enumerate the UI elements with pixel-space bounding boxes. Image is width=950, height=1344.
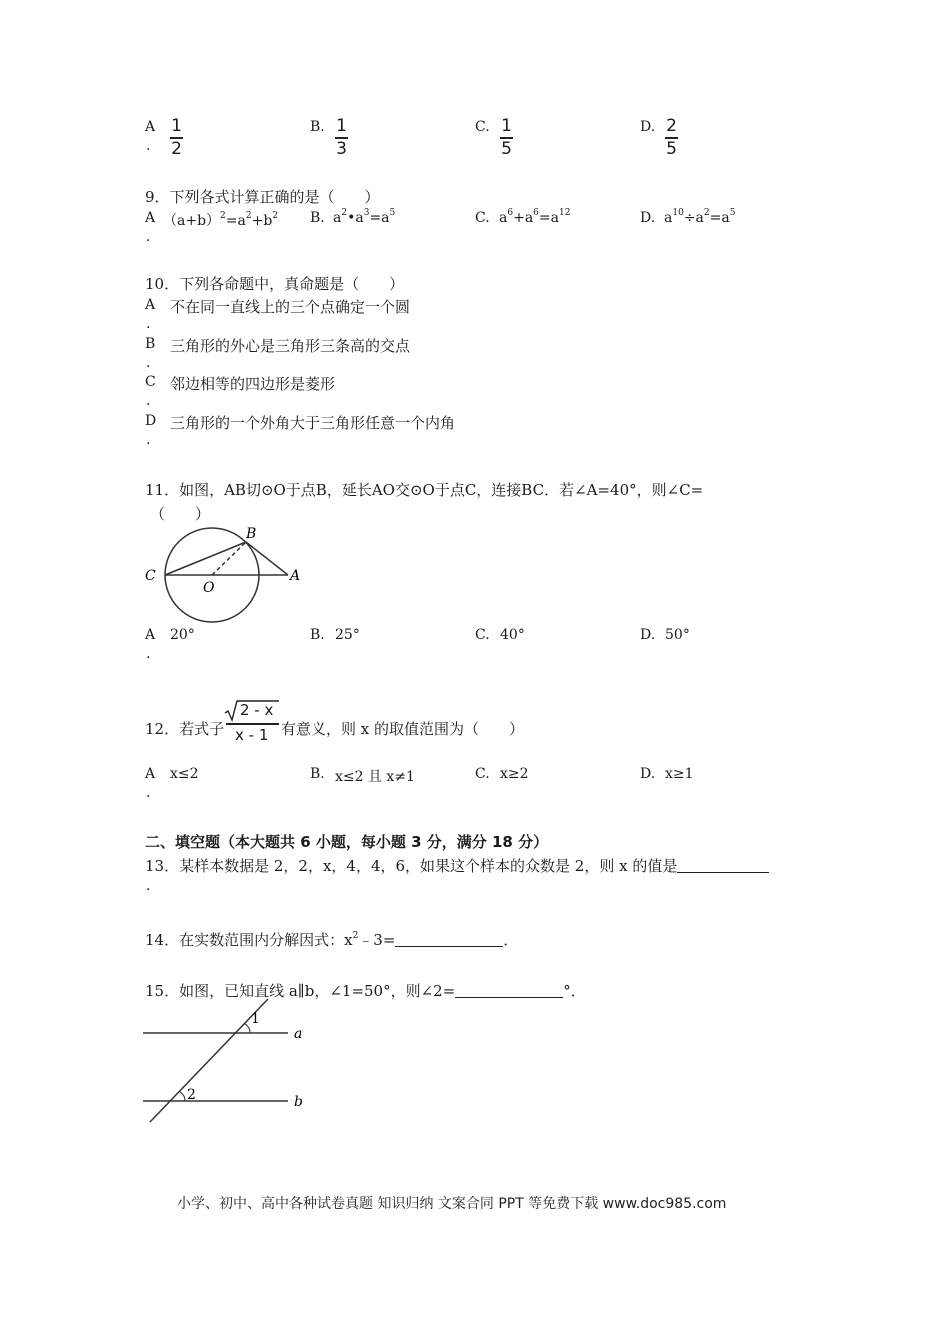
q11-option-b-letter: B. <box>310 627 325 643</box>
numerator: 1 <box>336 116 347 136</box>
q12-option-a-letter: A <box>145 766 156 782</box>
q15-text: 15．如图，已知直线 a∥b，∠1=50°，则∠2= °． <box>145 982 586 1000</box>
q8-option-a-dot: . <box>146 138 151 154</box>
q14-text: 14．在实数范围内分解因式：$x^2﹣3=$ ． <box>145 931 519 949</box>
q8-option-b-letter: B. <box>310 119 325 135</box>
q15-parallel-lines-diagram <box>138 995 313 1125</box>
q11-stem: 11．如图，AB切⊙O于点B，延长AO交⊙O于点C，连接BC．若∠A=40°，则∠C= <box>145 481 704 499</box>
q10-option-c-text: 邻边相等的四边形是菱形 <box>170 375 336 393</box>
q10-option-d-text: 三角形的一个外角大于三角形任意一个内角 <box>170 414 456 432</box>
q9-option-a-dot: . <box>146 229 151 245</box>
q13-answer-blank[interactable] <box>677 872 769 873</box>
q8-option-d-fraction <box>665 117 678 159</box>
denominator: 5 <box>501 138 512 159</box>
q10-option-b-text: 三角形的外心是三角形三条高的交点 <box>170 337 411 355</box>
q13-end: ． <box>146 878 160 894</box>
label-a: a <box>294 1026 303 1042</box>
line-ba <box>246 542 288 575</box>
label-1: 1 <box>251 1011 260 1027</box>
q8-option-b-fraction <box>335 117 348 159</box>
q12-prefix: 12．若式子 <box>145 720 225 738</box>
q11-option-d-text: 50° <box>665 627 690 643</box>
q10-option-a-text: 不在同一直线上的三个点确定一个圆 <box>170 298 411 316</box>
q10-option-a-letter: A <box>145 297 156 313</box>
q9-option-d-letter: D. <box>640 210 656 226</box>
label-o: O <box>203 580 215 596</box>
q12-option-c-letter: C. <box>475 766 490 782</box>
q12-option-d-letter: D. <box>640 766 656 782</box>
label-b: B <box>246 526 257 542</box>
radicand: 2 - x <box>240 701 274 719</box>
q11-paren: （ ） <box>150 505 211 523</box>
q12-option-d-text: x≥1 <box>665 766 694 782</box>
q9-option-c-text: $a^6+a^6=a^{12}$ <box>499 208 571 226</box>
q8-option-a-fraction <box>170 117 183 159</box>
q11-option-c-letter: C. <box>475 627 490 643</box>
q15-answer-blank[interactable] <box>455 997 563 998</box>
angle-2-arc <box>180 1092 185 1101</box>
q12-option-a-text: x≤2 <box>170 766 199 782</box>
label-c: C <box>145 568 156 584</box>
label-2: 2 <box>187 1087 196 1103</box>
q8-option-c-letter: C. <box>475 119 490 135</box>
q12-suffix: 有意义，则 x 的取值范围为（ ） <box>281 720 524 738</box>
q11-option-a-letter: A <box>145 627 156 643</box>
q9-option-c-letter: C. <box>475 210 490 226</box>
fraction-bar <box>226 723 279 725</box>
q10-option-b-letter: B <box>145 336 156 352</box>
q11-circle-diagram <box>140 520 310 625</box>
denominator: x - 1 <box>235 726 269 744</box>
q11-option-d-letter: D. <box>640 627 656 643</box>
q12-option-b-text: x≤2 且 x≠1 <box>335 769 415 785</box>
line-cb <box>165 542 246 575</box>
q12-option-b-letter: B. <box>310 766 325 782</box>
q9-option-a-letter: A <box>145 210 156 226</box>
q10-option-d-letter: D <box>145 413 157 429</box>
numerator: 1 <box>501 116 512 136</box>
denominator: 5 <box>666 138 677 159</box>
denominator: 3 <box>336 138 347 159</box>
q9-option-b-text: $a^2•a^3=a^5$ <box>333 208 396 226</box>
q12-fraction <box>224 697 280 745</box>
label-b: b <box>294 1094 303 1110</box>
q10-option-c-letter: C <box>145 374 156 390</box>
page-footer: 小学、初中、高中各种试卷真题 知识归纳 文案合同 PPT 等免费下载 www.doc985.com <box>177 1196 727 1212</box>
q11-option-a-text: 20° <box>170 627 195 643</box>
q11-option-c-text: 40° <box>500 627 525 643</box>
label-a: A <box>290 568 301 584</box>
q8-option-c-fraction <box>500 117 513 159</box>
angle-1-arc <box>245 1024 250 1033</box>
q14-answer-blank[interactable] <box>395 946 503 947</box>
line-ob <box>212 542 246 575</box>
q8-option-a-letter: A <box>145 119 156 135</box>
q9-option-a-text: $(a+b)^2=a^2+b^2$ <box>163 211 279 229</box>
q11-option-b-text: 25° <box>335 627 360 643</box>
numerator: 2 <box>666 116 677 136</box>
section-2-heading: 二、填空题（本大题共 6 小题，每小题 3 分，满分 18 分） <box>145 833 549 851</box>
q9-option-b-letter: B. <box>310 210 325 226</box>
numerator: 1 <box>171 116 182 136</box>
denominator: 2 <box>171 138 182 159</box>
q9-stem: 9．下列各式计算正确的是（ ） <box>145 188 380 206</box>
q8-option-d-letter: D. <box>640 119 656 135</box>
q10-stem: 10．下列各命题中，真命题是（ ） <box>145 275 405 293</box>
q13-text: 13．某样本数据是 2，2，x，4，4，6，如果这个样本的众数是 2，则 x 的值是 <box>145 855 769 876</box>
q9-option-d-text: $a^{10}\div a^2=a^5$ <box>664 208 736 226</box>
q12-option-c-text: x≥2 <box>500 766 529 782</box>
